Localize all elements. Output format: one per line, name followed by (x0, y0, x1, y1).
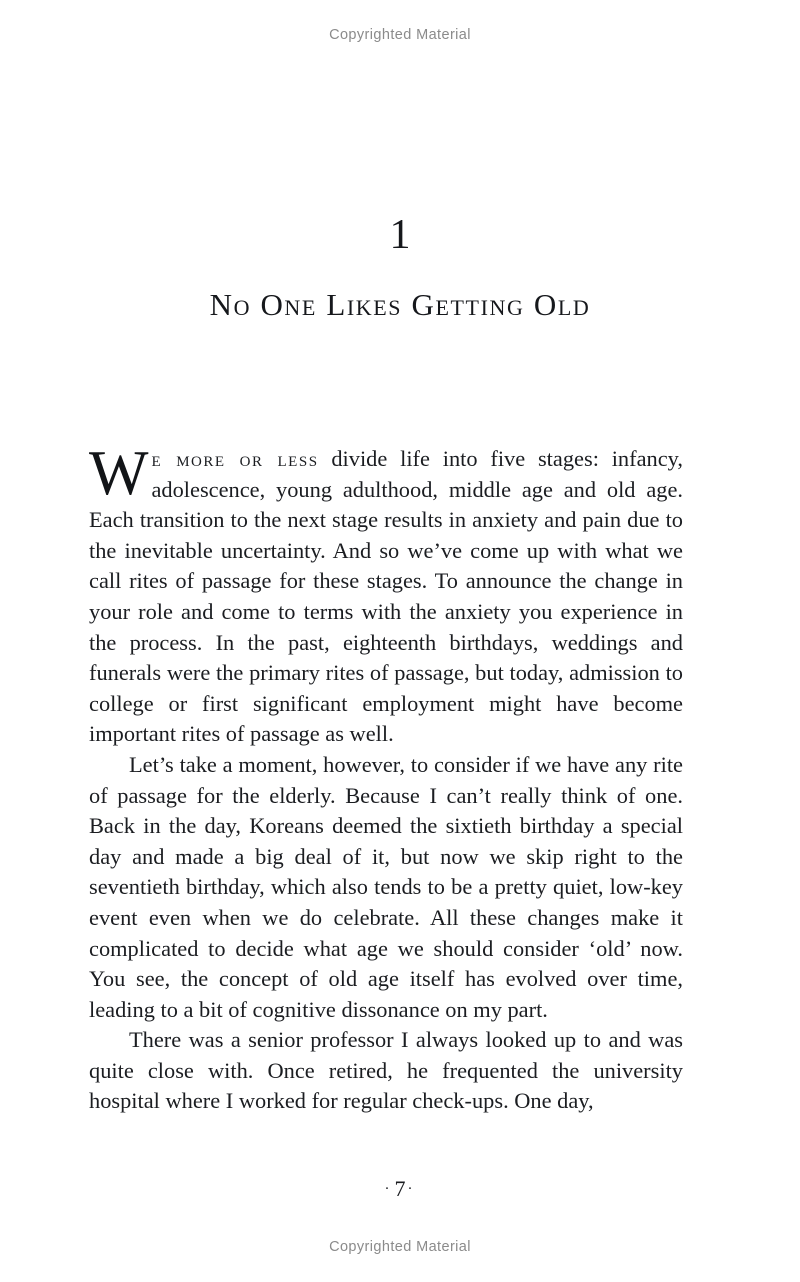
folio-number: 7 (394, 1176, 406, 1201)
chapter-title: No One Likes Getting Old (209, 287, 591, 322)
body-text-block (89, 438, 683, 1117)
paragraph-1 (89, 438, 683, 750)
paragraph-1-text: divide life into five stages: infancy, adolescence, young adulthood, middle age and old age. Each transition to the next stage results in anxiety and pain due to the inevitable uncertainty. And so we’ve come up with what we call rites of passage for these stages. To announce the change in your role and come to terms with the anxiety you experience in the process. In the past, eighteenth birthdays, weddings and funerals were the primary rites of passage, but today, admission to college or first significant employment might have become important rites of passage as well. (89, 446, 683, 747)
page-number-folio (0, 1176, 800, 1202)
folio-ornament-left: · (384, 1181, 393, 1197)
copyright-watermark-bottom: Copyrighted Material (329, 1239, 471, 1255)
small-caps-lead-in: e more or less (151, 447, 319, 471)
folio-ornament-right: · (407, 1181, 416, 1197)
chapter-number: 1 (389, 212, 411, 258)
drop-cap-letter: W (89, 438, 149, 508)
copyright-watermark-top: Copyrighted Material (329, 27, 471, 43)
paragraph-2: Let’s take a moment, however, to consider if we have any rite of passage for the elderly. Because I can’t really think of one. Back in the day, Koreans deemed the sixtieth birthday a special day and made a big deal of it, but now we skip right to the seventieth birthday, which also tends to be a pretty quiet, low-key event even when we do celebrate. All these changes make it complicated to decide what age we should consider ‘old’ now. You see, the concept of old age itself has evolved over time, leading to a bit of cognitive dissonance on my part. (89, 751, 683, 1022)
paragraph-3: There was a senior professor I always looked up to and was quite close with. Once retired, he frequented the university hospital where I worked for regular check-ups. One day, (89, 1027, 683, 1114)
